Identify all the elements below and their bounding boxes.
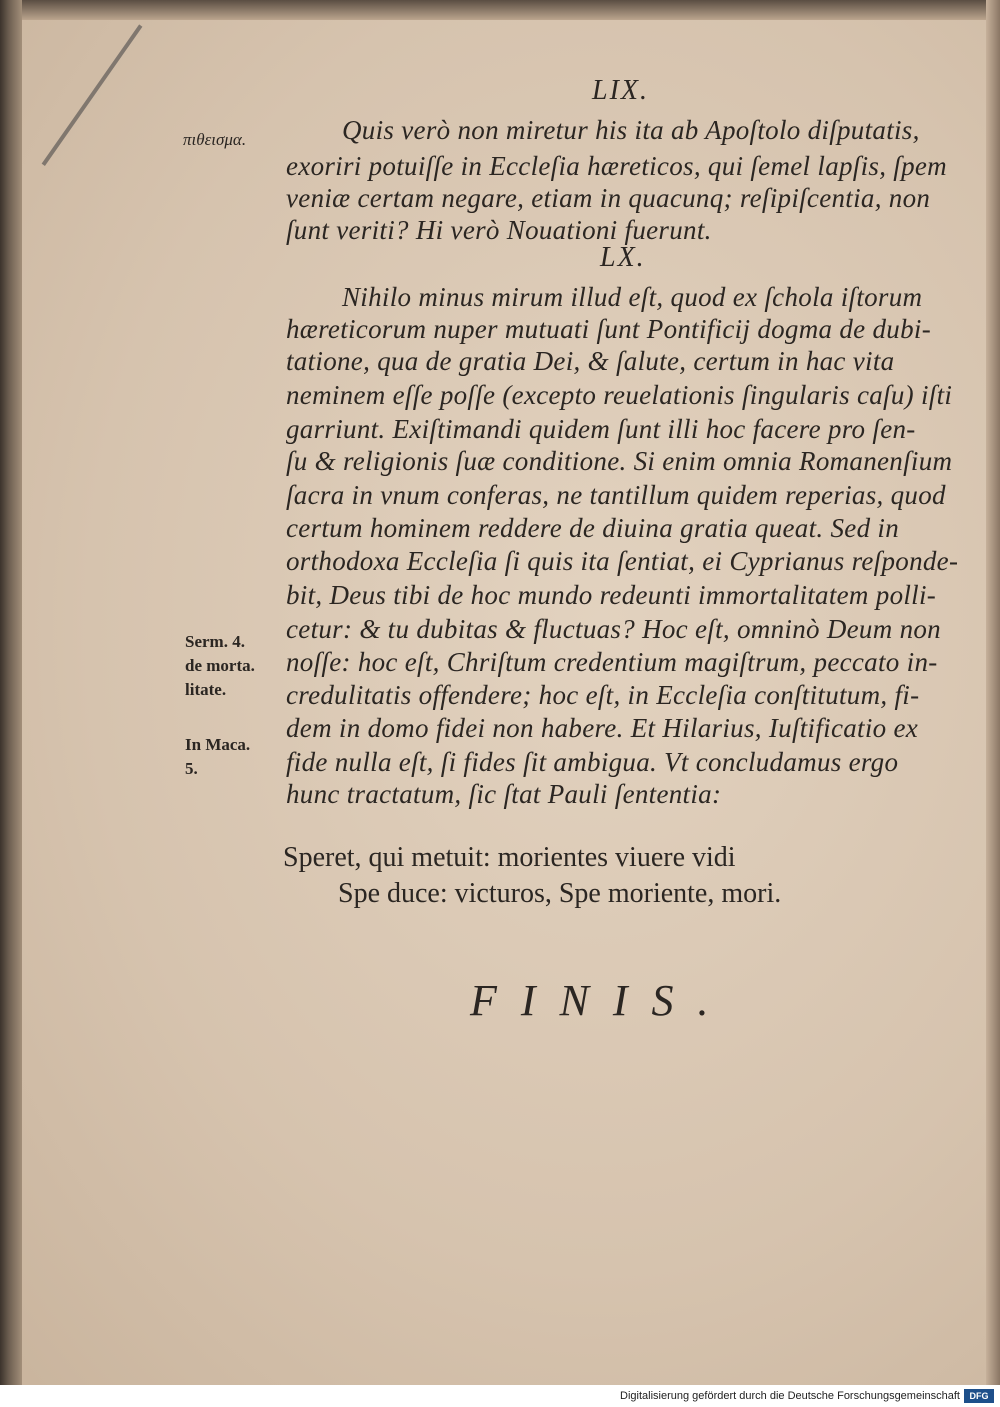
margin-note-greek: πιθεισμα.: [183, 130, 247, 149]
margin-note-sermo: [185, 630, 255, 702]
text-line: hæreticorum nuper mutuati ſunt Pontificij dogma de dubi-: [286, 314, 931, 344]
text-line: neminem eſſe poſſe (excepto reuelationis ſingularis caſu) iſti: [286, 380, 953, 410]
text-line: Quis verò non miretur his ita ab Apoſtolo diſputatis,: [342, 115, 920, 145]
margin-note-line: Serm. 4.: [185, 632, 245, 651]
margin-note-line: litate.: [185, 680, 227, 699]
margin-note-line: de morta.: [185, 656, 255, 675]
book-spine: [0, 0, 22, 1385]
text-line: Nihilo minus mirum illud eſt, quod ex ſchola iſtorum: [342, 282, 923, 312]
text-line: exoriri potuiſſe in Eccleſia hæreticos, qui ſemel lapſis, ſpem: [286, 151, 947, 181]
text-line: dem in domo fidei non habere. Et Hilarius, Iuſtificatio ex: [286, 713, 919, 743]
page-right-edge: [986, 0, 1000, 1385]
margin-note-line: 5.: [185, 759, 198, 778]
margin-note-maca: [185, 733, 250, 781]
text-line: orthodoxa Eccleſia ſi quis ita ſentiat, ei Cyprianus reſponde-: [286, 546, 959, 576]
text-line: hunc tractatum, ſic ſtat Pauli ſententia:: [286, 779, 722, 809]
margin-note-line: In Maca.: [185, 735, 251, 754]
text-line: ſunt veriti? Hi verò Nouationi fuerunt.: [286, 215, 712, 245]
text-line: garriunt. Exiſtimandi quidem ſunt illi hoc facere pro ſen-: [286, 414, 916, 444]
digitization-footer: [0, 1385, 1000, 1407]
text-line: veniæ certam negare, etiam in quacunq; reſipiſcentia, non: [286, 183, 931, 213]
text-line: fide nulla eſt, ſi fides ſit ambigua. Vt concludamus ergo: [286, 747, 899, 777]
text-line: ſu & religionis ſuæ conditione. Si enim omnia Romanenſium: [286, 446, 953, 476]
page-top-edge: [0, 0, 1000, 20]
section-number-lix: LIX.: [592, 75, 649, 106]
text-line: noſſe: hoc eſt, Chriſtum credentium magiſtrum, peccato in-: [286, 647, 938, 677]
text-line: credulitatis offendere; hoc eſt, in Eccleſia conſtitutum, fi-: [286, 680, 920, 710]
text-line: bit, Deus tibi de hoc mundo redeunti immortalitatem polli-: [286, 580, 937, 610]
footer-credit: Digitalisierung gefördert durch die Deutsche Forschungsgemeinschaft: [620, 1390, 960, 1402]
text-line: cetur: & tu dubitas & fluctuas? Hoc eſt, omninò Deum non: [286, 614, 941, 644]
text-line: ſacra in vnum conferas, ne tantillum quidem reperias, quod: [286, 480, 946, 510]
dfg-logo: DFG: [964, 1389, 994, 1403]
text-line: certum hominem reddere de diuina gratia queat. Sed in: [286, 513, 900, 543]
section-number-lx: LX.: [600, 242, 646, 273]
verse-line: Speret, qui metuit: morientes viuere vidi: [283, 842, 736, 873]
finis-heading: FINIS.: [470, 976, 733, 1025]
text-line: tatione, qua de gratia Dei, & ſalute, certum in hac vita: [286, 346, 895, 376]
verse-line: Spe duce: victuros, Spe moriente, mori.: [338, 878, 782, 909]
